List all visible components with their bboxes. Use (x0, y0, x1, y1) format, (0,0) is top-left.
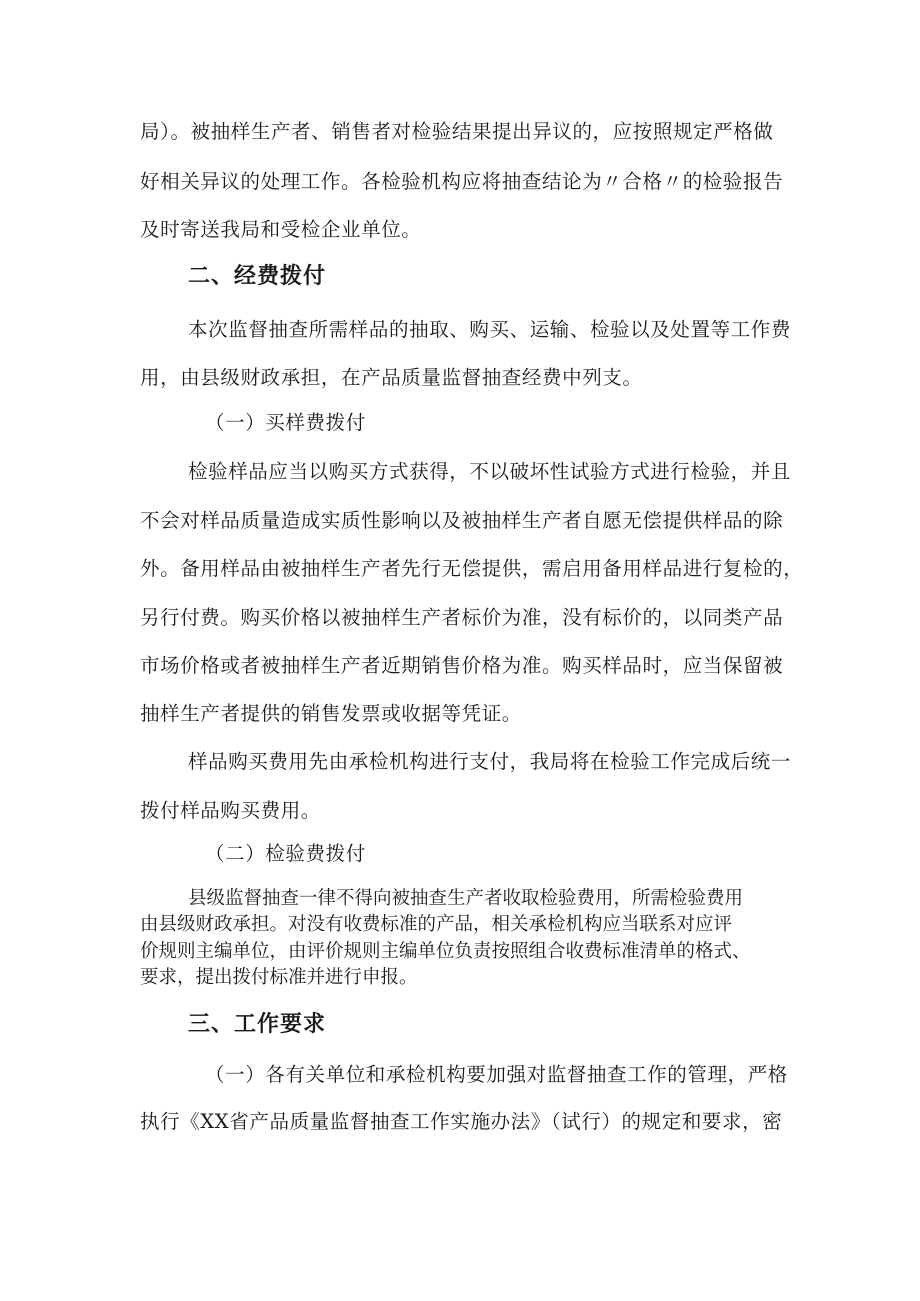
requirements-line-1: （一）各有关单位和承检机构要加强对监督抽查工作的管理，严格 (205, 1063, 788, 1086)
sample-line-1: 检验样品应当以购买方式获得，不以破坏性试验方式进行检验，并且 (188, 460, 792, 483)
sample-line-5: 市场价格或者被抽样生产者近期销售价格为准。购买样品时，应当保留被 (140, 654, 784, 677)
sample-line-6: 抽样生产者提供的销售发票或收据等凭证。 (140, 702, 522, 725)
sample-payment-line-1: 样品购买费用先由承检机构进行支付，我局将在检验工作完成后统一 (188, 750, 792, 773)
sample-line-4: 另行付费。购买价格以被抽样生产者标价为准，没有标价的，以同类产品 (140, 606, 784, 629)
fee-line-2: 由县级财政承担。对没有收费标准的产品，相关承检机构应当联系对应评 (140, 914, 733, 935)
requirements-line-2: 执行《XX省产品质量监督抽查工作实施办法》（试行）的规定和要求，密 (140, 1110, 783, 1133)
intro-line-2: 好相关异议的处理工作。各检验机构应将抽查结论为〃合格〃的检验报告 (140, 170, 784, 193)
sample-payment-line-2: 拨付样品购买费用。 (140, 799, 321, 822)
funding-line-2: 用，由县级财政承担，在产品质量监督抽查经费中列支。 (140, 366, 643, 389)
sample-line-2: 不会对样品质量造成实质性影响以及被抽样生产者自愿无偿提供样品的除 (140, 509, 784, 532)
fee-line-1: 县级监督抽查一律不得向被抽查生产者收取检验费用，所需检验费用 (188, 888, 744, 909)
fee-line-3: 价规则主编单位，由评价规则主编单位负责按照组合收费标准清单的格式、 (140, 941, 751, 962)
section-heading-requirements: 三、工作要求 (188, 1012, 327, 1037)
fee-line-4: 要求，提出拨付标准并进行申报。 (140, 967, 418, 988)
intro-line-1: 局）。被抽样生产者、销售者对检验结果提出异议的，应按照规定严格做 (140, 120, 774, 143)
subheading-sample-purchase: （一）买样费拨付 (205, 411, 366, 434)
sample-line-3: 外。备用样品由被抽样生产者先行无偿提供，需启用备用样品进行复检的， (140, 557, 804, 580)
funding-line-1: 本次监督抽查所需样品的抽取、购买、运输、检验以及处置等工作费 (188, 318, 792, 341)
subheading-inspection-fee: （二）检验费拨付 (205, 842, 366, 865)
intro-line-3: 及时寄送我局和受检企业单位。 (140, 218, 422, 241)
section-heading-funding: 二、经费拨付 (188, 264, 327, 289)
